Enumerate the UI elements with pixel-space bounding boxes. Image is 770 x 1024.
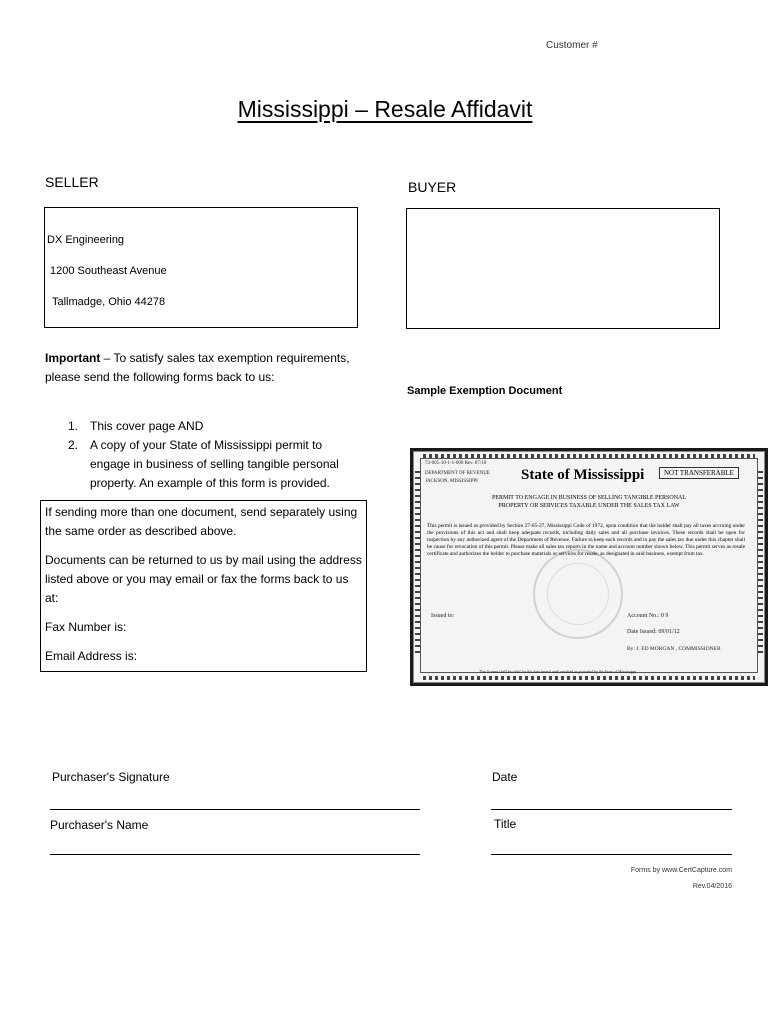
- cert-title: State of Mississippi: [521, 467, 645, 483]
- cert-department: DEPARTMENT OF REVENUE: [425, 471, 490, 476]
- list-number: 1.: [68, 419, 79, 433]
- date-line[interactable]: [491, 809, 732, 810]
- state-seal-icon: [533, 549, 623, 639]
- cert-commissioner: By: J. ED MORGAN , COMMISSIONER: [627, 646, 721, 652]
- cert-not-transferable: NOT TRANSFERABLE: [659, 467, 739, 479]
- sample-certificate-image: [410, 448, 768, 686]
- forms-by-footer: Forms by www.CertCapture.com: [630, 867, 732, 874]
- list-text: A copy of your State of Mississippi permit to engage in business of selling tangible personal property. An example of this form is provided.: [90, 438, 339, 490]
- seller-street: 1200 Southeast Avenue: [50, 265, 167, 277]
- list-item: [68, 417, 358, 436]
- list-text: This cover page AND: [90, 419, 204, 433]
- seller-box: [44, 207, 358, 328]
- cert-body-text: This permit is issued as provided by Section 27-65-27, Mississippi Code of 1972, upon condition that the holder shall pay all taxes accruing under the provisions of this act and shall keep adequate records, including daily sales and all purchase invoices. These records shall be open for inspection by any authorized agent of the Department of Revenue. Failure to keep such records and to pay the sales tax due under this chapter shall be cause for revocation of this permit. Please make all sales tax reports in the name and account number shown below. This permit serves as resale certificate and authorizes the holder to purchase materials or services for resale, as designated in said business, exempt from tax.: [427, 523, 745, 557]
- instructions-list: [68, 417, 358, 493]
- buyer-label: BUYER: [408, 179, 457, 195]
- list-number: 2.: [68, 438, 79, 452]
- revision-footer: Rev.04/2016: [692, 883, 732, 890]
- cert-city: JACKSON, MISSISSIPPI: [425, 479, 478, 484]
- return-instructions-box: [40, 500, 367, 672]
- return-method-note: Documents can be returned to us by mail using the address listed above or you may email or fax the forms back to us at:: [45, 553, 362, 605]
- date-label: Date: [492, 770, 518, 784]
- page-title: Mississippi – Resale Affidavit: [237, 96, 533, 122]
- buyer-box[interactable]: [406, 208, 720, 329]
- email-address-label: Email Address is:: [45, 649, 138, 663]
- cert-issued-to: Issued to:: [431, 613, 455, 619]
- sample-document-label: Sample Exemption Document: [407, 385, 563, 397]
- cert-form-number: 72-005-10-1-1-000 Rev. 07/10: [425, 461, 487, 466]
- cert-subtitle-1: PERMIT TO ENGAGE IN BUSINESS OF SELLING TANGIBLE PERSONAL: [491, 495, 687, 501]
- important-note: [45, 349, 363, 387]
- separate-documents-note: If sending more than one document, send separately using the same order as described above.: [45, 505, 358, 538]
- purchaser-name-label: Purchaser's Name: [50, 818, 149, 832]
- important-text: – To satisfy sales tax exemption requirements, please send the following forms back to us:: [45, 351, 350, 384]
- seller-name: DX Engineering: [47, 234, 125, 246]
- purchaser-signature-label: Purchaser's Signature: [52, 770, 170, 784]
- cert-footnote: This license shall be valid for the date hereof until revoked as provided by the State of Mississippi: [479, 669, 637, 674]
- important-bold: Important: [45, 351, 101, 365]
- cert-date-issued: Date Issued: 09/01/12: [627, 629, 680, 635]
- purchaser-name-line[interactable]: [50, 854, 420, 855]
- cert-account-number: Account No.: 0 9: [627, 613, 669, 619]
- customer-number-label: Customer #: [546, 40, 598, 51]
- seller-city: Tallmadge, Ohio 44278: [52, 296, 166, 308]
- seller-label: SELLER: [45, 174, 99, 190]
- purchaser-signature-line[interactable]: [50, 809, 420, 810]
- cert-subtitle-2: PROPERTY OR SERVICES TAXABLE UNDER THE SALES TAX LAW: [498, 503, 680, 509]
- title-label: Title: [494, 817, 517, 831]
- title-line[interactable]: [491, 854, 732, 855]
- list-item: [68, 436, 358, 493]
- fax-number-label: Fax Number is:: [45, 620, 127, 634]
